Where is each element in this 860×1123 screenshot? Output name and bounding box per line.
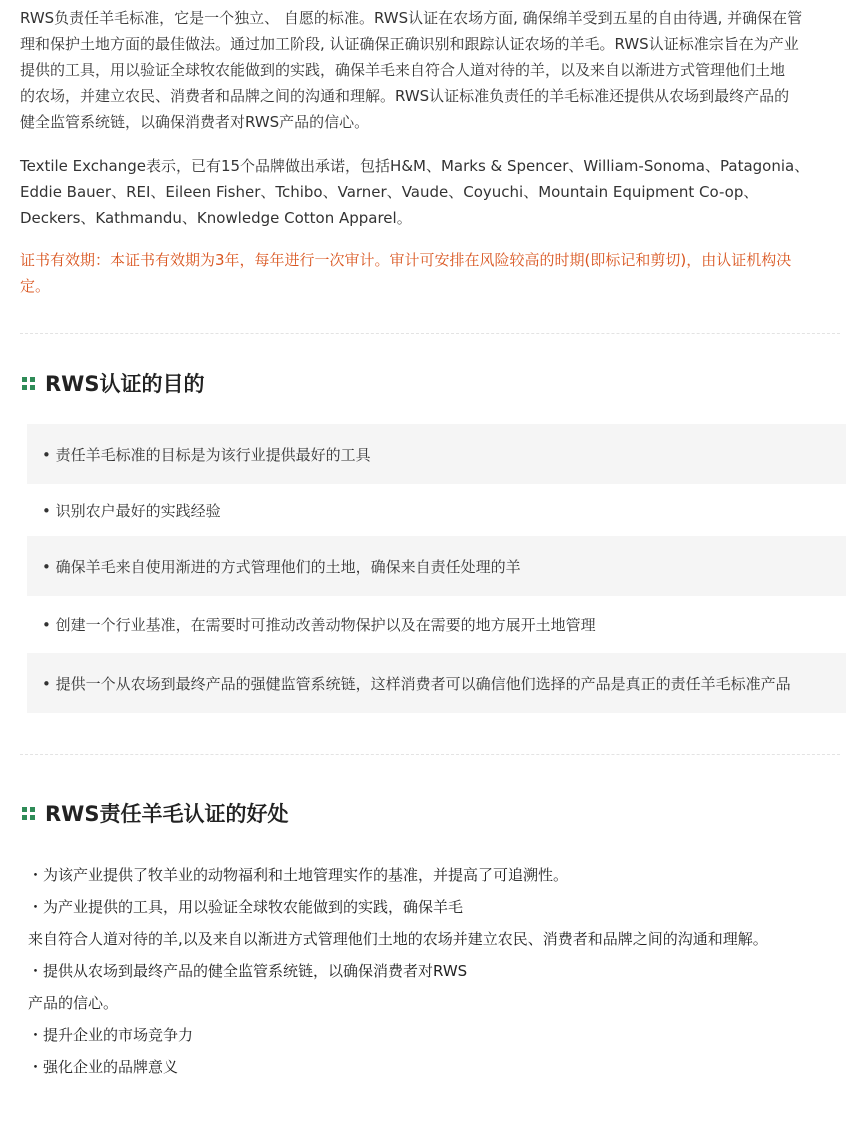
grid-icon xyxy=(22,377,35,390)
intro-line: 健全监管系统链，以确保消费者对RWS产品的信心。 xyxy=(20,113,370,131)
benefit-line: ・提供从农场到最终产品的健全监管系统链，以确保消费者对RWS xyxy=(28,962,468,980)
purpose-section-heading xyxy=(22,368,204,398)
brands-line: Eddie Bauer、REI、Eileen Fisher、Tchibo、Varner、Vaude、Coyuchi、Mountain Equipment Co-op、 xyxy=(20,183,759,201)
intro-line: 提供的工具，用以验证全球牧农能做到的实践，确保羊毛来自符合人道对待的羊，以及来自以渐进方式管理他们土地 xyxy=(20,61,786,79)
intro-line: 理和保护土地方面的最佳做法。通过加工阶段, 认证确保正确识别和跟踪认证农场的羊毛。RWS认证标准宗旨在为产业 xyxy=(20,35,799,53)
validity-line: 定。 xyxy=(20,277,51,295)
list-item xyxy=(27,536,846,596)
list-item xyxy=(27,596,846,653)
validity-line: 证书有效期：本证书有效期为3年，每年进行一次审计。审计可安排在风险较高的时期(即标记和剪切)，由认证机构决 xyxy=(20,251,792,269)
list-item xyxy=(27,484,846,536)
purpose-title: RWS认证的目的 xyxy=(45,372,205,396)
benefit-line-continuation: 产品的信心。 xyxy=(28,994,119,1012)
benefits-section-heading xyxy=(22,798,288,828)
list-item-text: • 识别农户最好的实践经验 xyxy=(42,501,221,520)
grid-icon xyxy=(22,807,35,820)
benefits-list xyxy=(28,859,860,1083)
intro-line: 的农场，并建立农民、消费者和品牌之间的沟通和理解。RWS认证标准负责任的羊毛标准还提供从农场到最终产品的 xyxy=(20,87,790,105)
brands-paragraph xyxy=(20,153,850,231)
benefit-line: ・为产业提供的工具，用以验证全球牧农能做到的实践，确保羊毛 xyxy=(28,898,464,916)
validity-notice xyxy=(20,247,850,299)
benefit-line-continuation: 来自符合人道对待的羊,以及来自以渐进方式管理他们土地的农场并建立农民、消费者和品牌之间的沟通和理解。 xyxy=(28,930,768,948)
intro-paragraph xyxy=(20,5,850,135)
list-item-text: • 责任羊毛标准的目标是为该行业提供最好的工具 xyxy=(42,445,371,464)
benefit-line: ・提升企业的市场竞争力 xyxy=(28,1026,194,1044)
benefits-title: RWS责任羊毛认证的好处 xyxy=(45,802,289,826)
brands-line: Textile Exchange表示，已有15个品牌做出承诺，包括H&M、Marks & Spencer、William-Sonoma、Patagonia、 xyxy=(20,157,810,175)
section-divider xyxy=(20,333,840,334)
list-item xyxy=(27,653,846,713)
benefit-line: ・强化企业的品牌意义 xyxy=(28,1058,179,1076)
purpose-list xyxy=(27,424,846,713)
list-item-text: • 提供一个从农场到最终产品的强健监管系统链，这样消费者可以确信他们选择的产品是真正的责任羊毛标准产品 xyxy=(42,674,791,693)
list-item-text: • 创建一个行业基准，在需要时可推动改善动物保护以及在需要的地方展开土地管理 xyxy=(42,616,596,634)
benefit-line: ・为该产业提供了牧羊业的动物福利和土地管理实作的基准，并提高了可追溯性。 xyxy=(28,866,569,884)
brands-line: Deckers、Kathmandu、Knowledge Cotton Apparel。 xyxy=(20,209,412,227)
list-item xyxy=(27,424,846,484)
list-item-text: • 确保羊毛来自使用渐进的方式管理他们的土地，确保来自责任处理的羊 xyxy=(42,557,521,576)
section-divider xyxy=(20,754,840,755)
intro-line: RWS负责任羊毛标准，它是一个独立、 自愿的标准。RWS认证在农场方面, 确保绵羊受到五星的自由待遇, 并确保在管 xyxy=(20,9,803,27)
